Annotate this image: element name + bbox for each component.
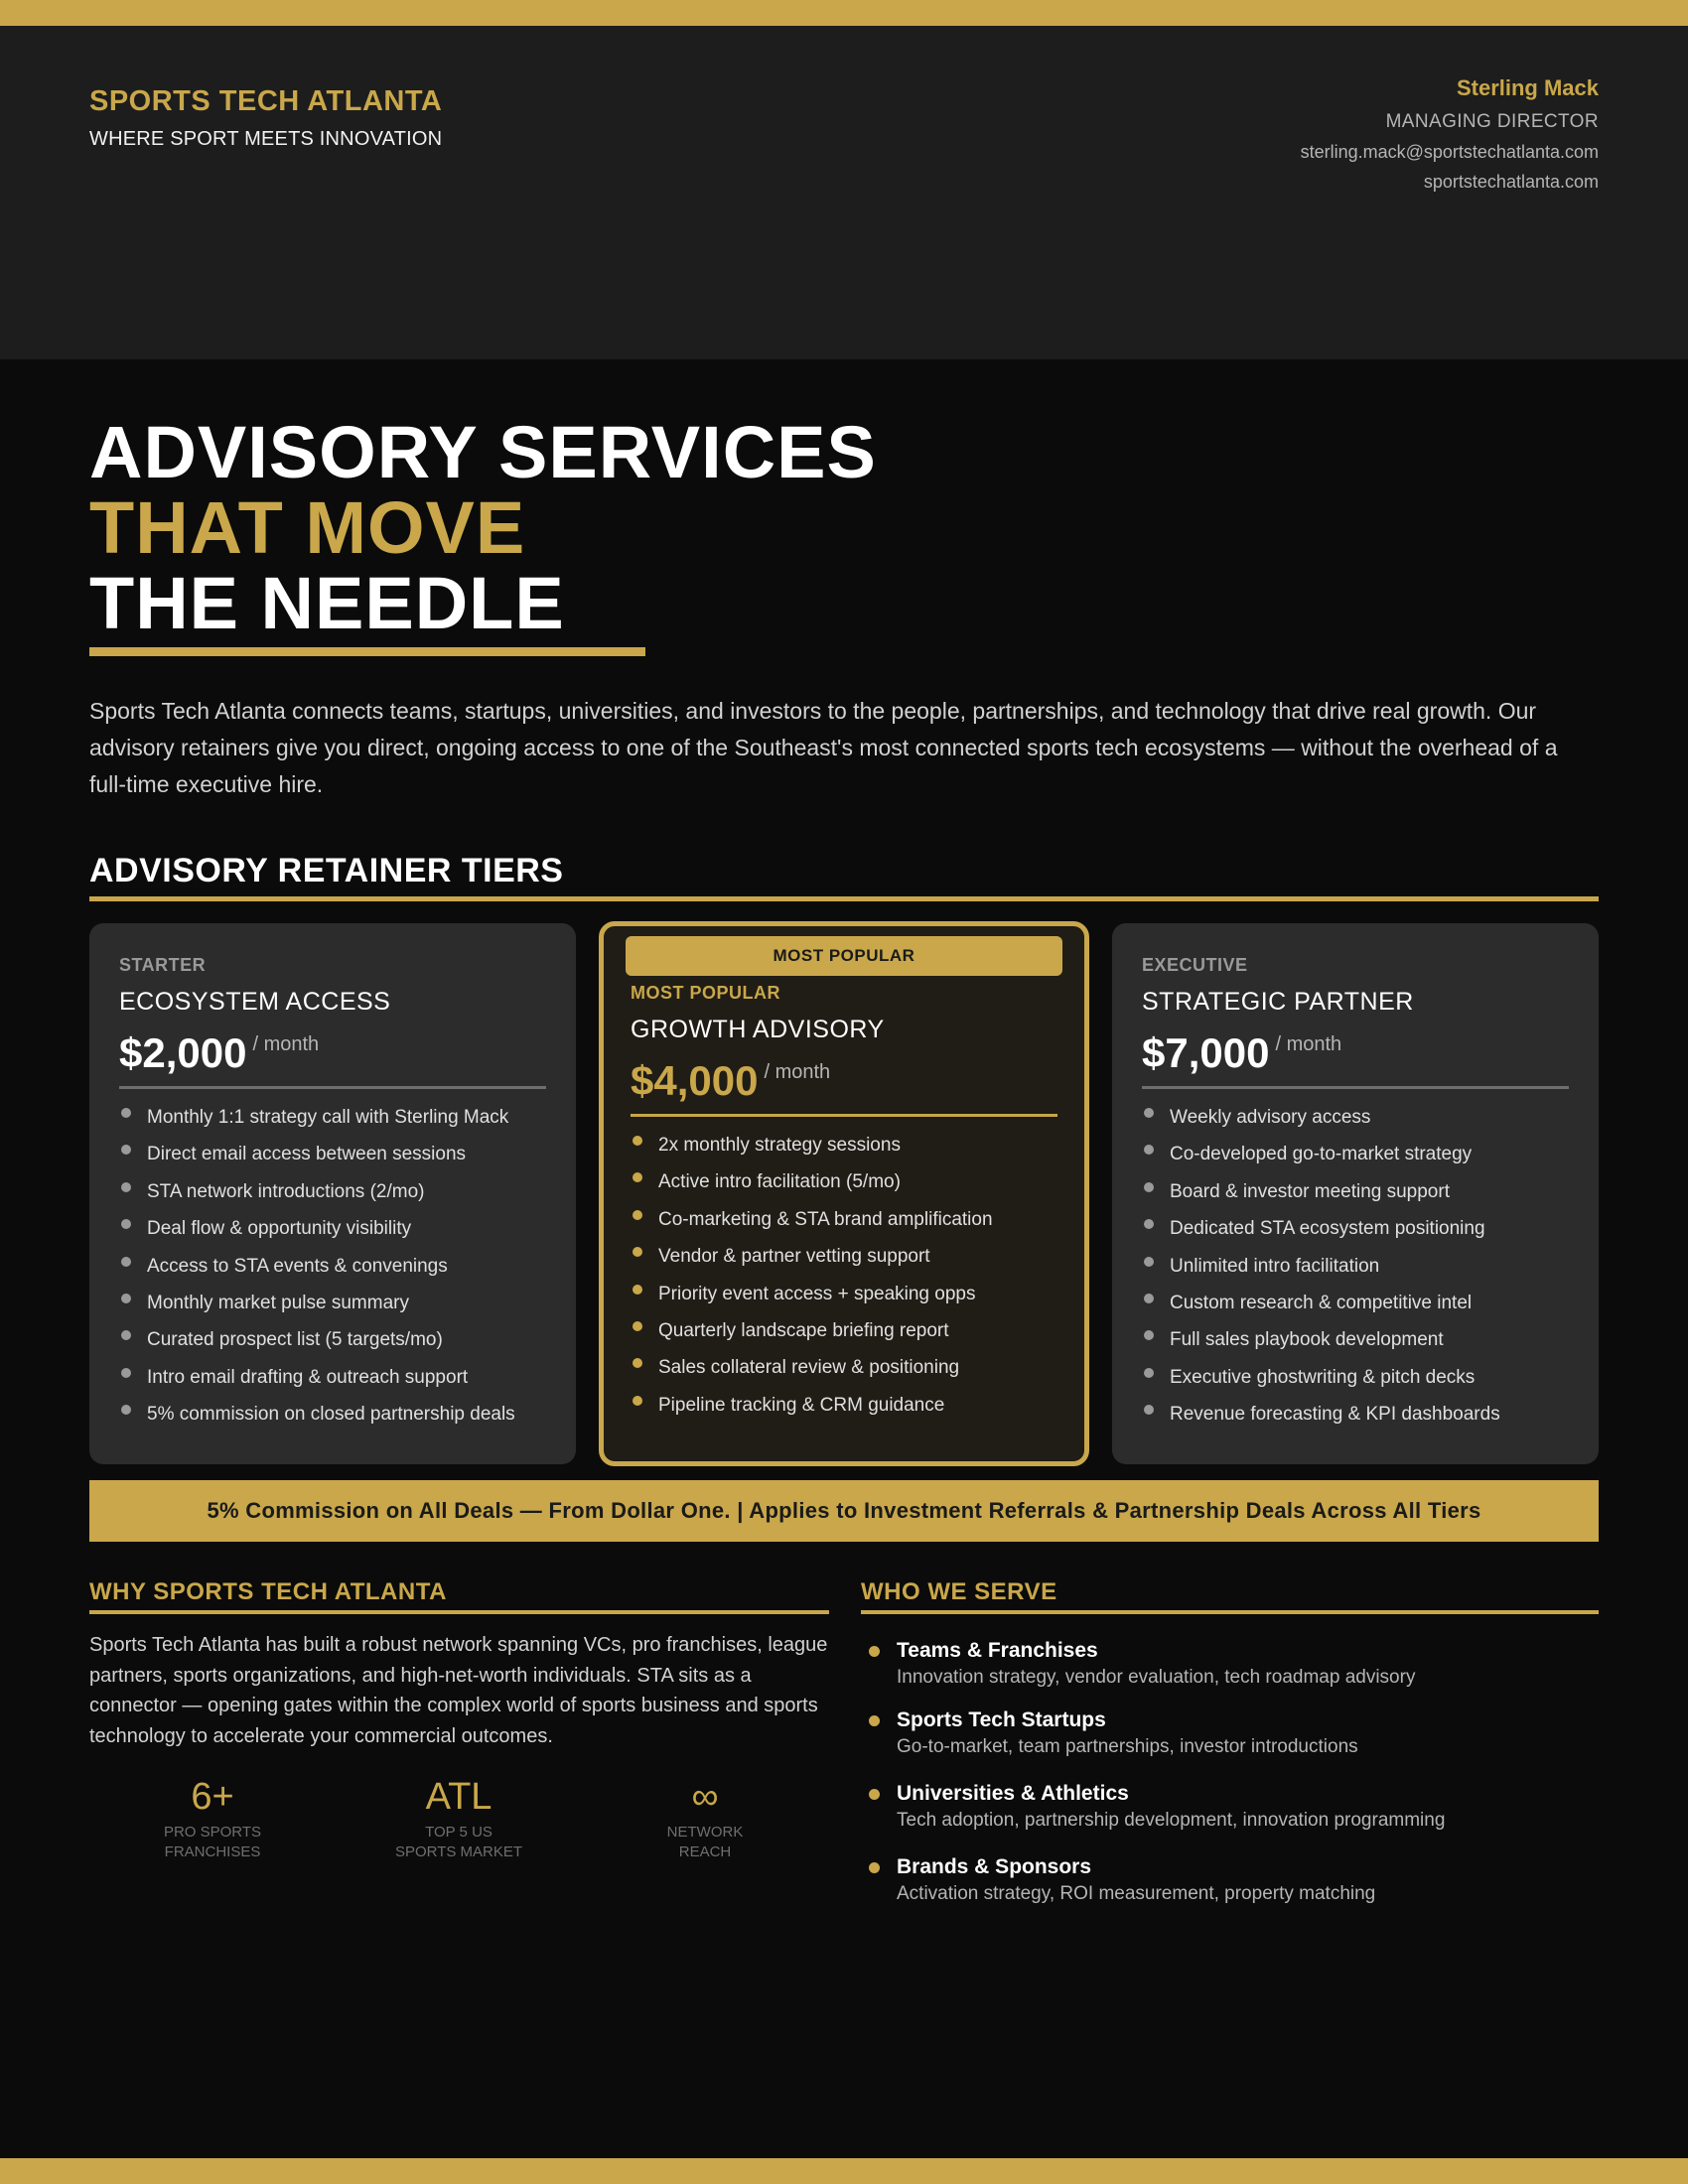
feature-item: Direct email access between sessions (119, 1136, 546, 1172)
who-title: WHO WE SERVE (861, 1578, 1599, 1614)
commission-banner: 5% Commission on All Deals — From Dollar One. | Applies to Investment Referrals & Partnership Deals Across All Tiers (89, 1480, 1599, 1542)
feature-item: Monthly market pulse summary (119, 1285, 546, 1321)
bullet-icon (121, 1182, 131, 1192)
feature-item: Intro email drafting & outreach support (119, 1359, 546, 1396)
who-section (861, 1578, 1599, 1906)
contact-role: MANAGING DIRECTOR (1385, 111, 1599, 132)
bullet-icon (121, 1219, 131, 1229)
feature-item: Weekly advisory access (1142, 1099, 1569, 1136)
contact-email-link[interactable]: sterling.mack@sportstechatlanta.com (1300, 142, 1599, 162)
hero-heading (89, 411, 877, 656)
brand-tagline: WHERE SPORT MEETS INNOVATION (89, 128, 443, 150)
feature-item: Sales collateral review & positioning (631, 1349, 1057, 1386)
feature-item: Access to STA events & convenings (119, 1248, 546, 1285)
intro-paragraph: Sports Tech Atlanta connects teams, startups, universities, and investors to the people, partnerships, and technology that drive real growth. Our advisory retainers give you direct, ongoing access to one of the Southeast's most connected sports tech ecosystems — without the overhead of a full-time executive hire. (89, 698, 1558, 797)
audience-desc: Go-to-market, team partnerships, investor introductions (897, 1736, 1358, 1757)
bullet-icon (869, 1789, 880, 1800)
price-row (1142, 1028, 1569, 1089)
bullet-icon (121, 1257, 131, 1267)
tier-name: ECOSYSTEM ACCESS (119, 988, 391, 1016)
bullet-icon (633, 1358, 642, 1368)
feature-item: Custom research & competitive intel (1142, 1285, 1569, 1321)
audience-item (861, 1638, 1599, 1690)
tier-card-executive (1112, 923, 1599, 1464)
audience-item (861, 1707, 1599, 1759)
feature-item: Full sales playbook development (1142, 1321, 1569, 1358)
bullet-icon (1144, 1330, 1154, 1340)
feature-item: Quarterly landscape briefing report (631, 1312, 1057, 1349)
audience-desc: Tech adoption, partnership development, innovation programming (897, 1810, 1446, 1831)
stat-label: TOP 5 US SPORTS MARKET (394, 1824, 523, 1860)
tier-card-starter (89, 923, 576, 1464)
bullet-icon (1144, 1257, 1154, 1267)
feature-item: Priority event access + speaking opps (631, 1276, 1057, 1312)
tier-period: / month (1275, 1033, 1342, 1055)
audience-desc: Activation strategy, ROI measurement, property matching (897, 1883, 1376, 1904)
stat-franchises (89, 1775, 336, 1862)
contact-website-link[interactable]: sportstechatlanta.com (1423, 172, 1599, 192)
top-accent-bar (0, 0, 1688, 26)
bullet-icon (869, 1862, 880, 1873)
feature-list (1142, 1099, 1569, 1433)
feature-item: Active intro facilitation (5/mo) (631, 1163, 1057, 1200)
bullet-icon (121, 1108, 131, 1118)
tier-card-growth (599, 921, 1089, 1466)
stats-row (89, 1775, 829, 1862)
infinity-icon: ∞ (691, 1776, 719, 1818)
bullet-icon (1144, 1182, 1154, 1192)
why-section (89, 1578, 829, 1862)
tier-name: STRATEGIC PARTNER (1142, 988, 1414, 1016)
feature-item: Co-marketing & STA brand amplification (631, 1201, 1057, 1238)
bullet-icon (633, 1136, 642, 1146)
stat-value: 6+ (191, 1776, 234, 1818)
audience-list (861, 1638, 1599, 1906)
feature-item: STA network introductions (2/mo) (119, 1173, 546, 1210)
hero-line-1: ADVISORY SERVICES (89, 411, 877, 493)
stat-label: PRO SPORTS FRANCHISES (163, 1824, 262, 1860)
feature-item: Co-developed go-to-market strategy (1142, 1136, 1569, 1172)
bullet-icon (633, 1285, 642, 1295)
audience-item (861, 1781, 1599, 1833)
stat-label: NETWORK REACH (666, 1824, 744, 1860)
brand-name: SPORTS TECH ATLANTA (89, 85, 443, 117)
bullet-icon (121, 1294, 131, 1303)
stat-value: ATL (425, 1776, 492, 1818)
page-header (0, 26, 1688, 359)
why-paragraph: Sports Tech Atlanta has built a robust network spanning VCs, pro franchises, league partners, sports organizations, and high-net-worth individuals. STA sits as a connector — opening gates within the complex world of sports business and sports technology to accelerate your commercial outcomes. (89, 1634, 828, 1747)
hero-line-3: THE NEEDLE (89, 562, 565, 644)
price-row (119, 1028, 546, 1089)
feature-item: Pipeline tracking & CRM guidance (631, 1387, 1057, 1424)
feature-list (631, 1127, 1057, 1424)
feature-item: Revenue forecasting & KPI dashboards (1142, 1396, 1569, 1433)
bullet-icon (121, 1405, 131, 1415)
feature-item: Deal flow & opportunity visibility (119, 1210, 546, 1247)
bullet-icon (1144, 1108, 1154, 1118)
bullet-icon (1144, 1219, 1154, 1229)
feature-list (119, 1099, 546, 1433)
tier-label: EXECUTIVE (1142, 955, 1248, 975)
bullet-icon (633, 1247, 642, 1257)
feature-item: Dedicated STA ecosystem positioning (1142, 1210, 1569, 1247)
hero-line-2: THAT MOVE (89, 486, 526, 569)
stat-network (582, 1775, 828, 1862)
bullet-icon (869, 1715, 880, 1726)
feature-item: Board & investor meeting support (1142, 1173, 1569, 1210)
tier-label: MOST POPULAR (631, 983, 781, 1003)
feature-item: 5% commission on closed partnership deals (119, 1396, 546, 1433)
audience-item (861, 1854, 1599, 1906)
bullet-icon (121, 1368, 131, 1378)
feature-item: Vendor & partner vetting support (631, 1238, 1057, 1275)
contact-block (1301, 75, 1599, 193)
bullet-icon (633, 1172, 642, 1182)
bullet-icon (633, 1321, 642, 1331)
feature-item: Unlimited intro facilitation (1142, 1248, 1569, 1285)
contact-name: Sterling Mack (1456, 75, 1599, 100)
bullet-icon (121, 1330, 131, 1340)
hero-underline (89, 647, 645, 656)
tier-price: $2,000 (119, 1029, 247, 1076)
feature-item: Monthly 1:1 strategy call with Sterling Mack (119, 1099, 546, 1136)
tier-period: / month (764, 1061, 831, 1083)
audience-name: Brands & Sponsors (897, 1855, 1092, 1878)
tiers-section-title: ADVISORY RETAINER TIERS (89, 852, 1599, 901)
bullet-icon (1144, 1145, 1154, 1155)
brand-block (89, 85, 442, 151)
price-row (631, 1056, 1057, 1117)
audience-name: Universities & Athletics (897, 1782, 1129, 1805)
bullet-icon (633, 1396, 642, 1406)
tier-price: $7,000 (1142, 1029, 1270, 1076)
tier-period: / month (252, 1033, 320, 1055)
bullet-icon (121, 1145, 131, 1155)
bottom-accent-bar (0, 2158, 1688, 2184)
stat-market (336, 1775, 582, 1862)
tier-name: GROWTH ADVISORY (631, 1016, 885, 1043)
bullet-icon (1144, 1368, 1154, 1378)
bullet-icon (1144, 1405, 1154, 1415)
tier-price: $4,000 (631, 1057, 759, 1104)
tier-label: STARTER (119, 955, 207, 975)
feature-item: Executive ghostwriting & pitch decks (1142, 1359, 1569, 1396)
bullet-icon (633, 1210, 642, 1220)
bullet-icon (869, 1646, 880, 1657)
most-popular-badge: MOST POPULAR (626, 936, 1062, 976)
why-title: WHY SPORTS TECH ATLANTA (89, 1578, 829, 1614)
bullet-icon (1144, 1294, 1154, 1303)
audience-name: Teams & Franchises (897, 1639, 1098, 1662)
audience-name: Sports Tech Startups (897, 1708, 1106, 1731)
audience-desc: Innovation strategy, vendor evaluation, tech roadmap advisory (897, 1667, 1416, 1688)
feature-item: 2x monthly strategy sessions (631, 1127, 1057, 1163)
feature-item: Curated prospect list (5 targets/mo) (119, 1321, 546, 1358)
